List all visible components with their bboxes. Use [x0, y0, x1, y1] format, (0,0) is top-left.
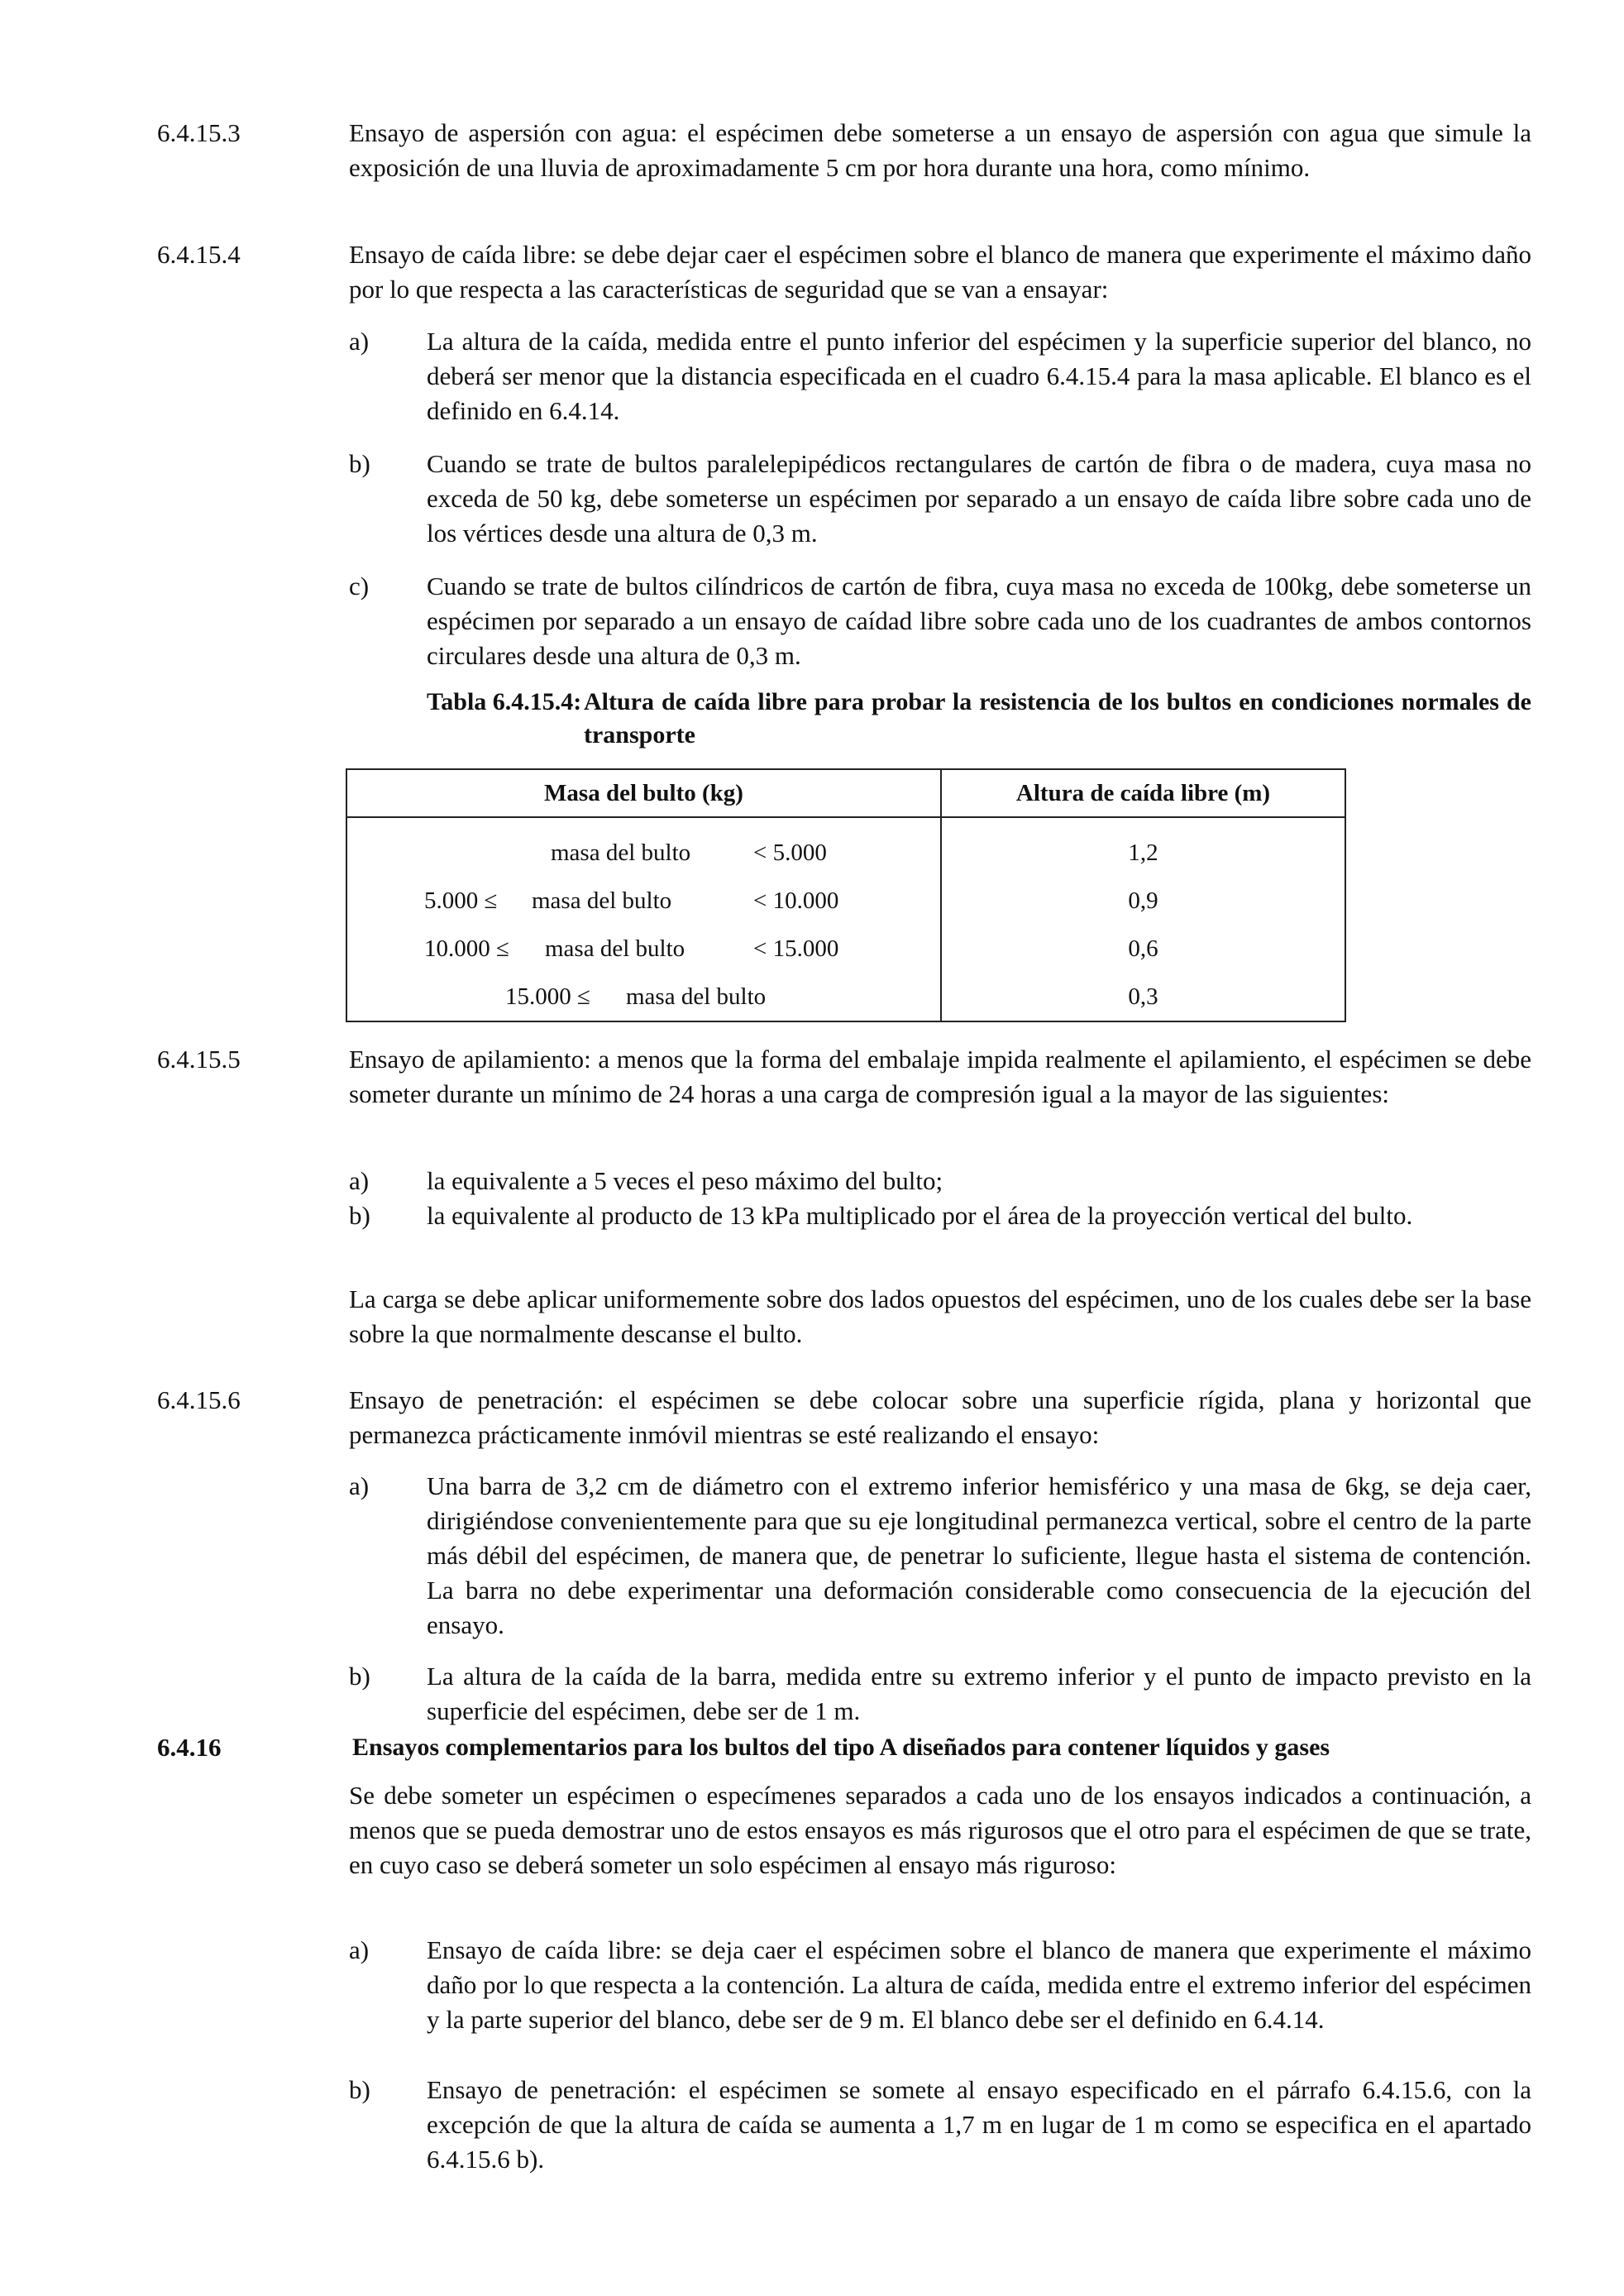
list-text: la equivalente a 5 veces el peso máximo del bulto;	[427, 1166, 943, 1195]
list-label: a)	[349, 327, 370, 356]
mass-upper: < 5.000	[753, 839, 827, 866]
mass-cell	[346, 925, 941, 973]
paragraph: Ensayo de aspersión con agua: el espécimen debe someterse a un ensayo de aspersión con agua que simule la exposición de una lluvia de aproximadamente 5 cm por hora durante una hora, como mínimo.	[349, 118, 1531, 182]
paragraph: La carga se debe aplicar uniformemente sobre dos lados opuestos del espécimen, uno de los cuales debe ser la base sobre la que normalmente descanse el bulto.	[349, 1284, 1531, 1348]
mass-cell	[346, 877, 941, 925]
mass-lower: 15.000 ≤	[505, 983, 590, 1010]
list-label: b)	[349, 1662, 370, 1691]
height-cell: 1,2	[941, 817, 1345, 877]
paragraph: Ensayo de apilamiento: a menos que la forma del embalaje impida realmente el apilamiento, el espécimen se debe someter durante un mínimo de 24 horas a una carga de compresión igual a la mayor de las siguientes:	[349, 1045, 1531, 1108]
drop-height-table	[346, 768, 1346, 1022]
table-header-row	[346, 769, 1345, 817]
table-row	[346, 925, 1345, 973]
mass-upper: < 10.000	[753, 887, 839, 914]
list-text: Cuando se trate de bultos cilíndricos de cartón de fibra, cuya masa no exceda de 100kg, debe someterse un espécimen por separado a un ensayo de caídad libre sobre cada uno de los cuadrantes de ambos contornos circulares desde una altura de 0,3 m.	[427, 572, 1531, 670]
mass-label: masa del bulto	[626, 983, 767, 1010]
table-row	[346, 817, 1345, 877]
list-label: b)	[349, 1201, 370, 1230]
list-text: Una barra de 3,2 cm de diámetro con el extremo inferior hemisférico y una masa de 6kg, se deja caer, dirigiéndose convenientemente para que su eje longitudinal permanezca vertical, sobre el centro de la parte más débil del espécimen, de manera que, de penetrar lo suficiente, llegue hasta el sistema de contención. La barra no debe experimentar una deformación considerable como consecuencia de la ejecución del ensayo.	[427, 1471, 1531, 1639]
mass-lower: 5.000 ≤	[424, 887, 498, 914]
list-label: a)	[349, 1166, 370, 1195]
mass-upper: < 15.000	[753, 935, 839, 962]
paragraph: Se debe someter un espécimen o especímenes separados a cada uno de los ensayos indicados a continuación, a menos que se pueda demostrar uno de estos ensayos es más rigurosos que el otro para el espécimen de que se trate, en cuyo caso se deberá someter un solo espécimen al ensayo más riguroso:	[349, 1781, 1531, 1879]
list-label: a)	[349, 1935, 370, 1964]
table-header-cell: Altura de caída libre (m)	[941, 769, 1345, 817]
mass-cell	[346, 817, 941, 877]
mass-label: masa del bulto	[532, 887, 672, 914]
section-number: 6.4.16	[157, 1733, 222, 1762]
height-cell: 0,9	[941, 877, 1345, 925]
list-text: La altura de la caída, medida entre el punto inferior del espécimen y la superficie superior del blanco, no deberá ser menor que la distancia especificada en el cuadro 6.4.15.4 para la masa aplicable. El blanco es el definido en 6.4.14.	[427, 327, 1531, 425]
list-text: Cuando se trate de bultos paralelepipédicos rectangulares de cartón de fibra o de madera, cuya masa no exceda de 50 kg, debe someterse un espécimen por separado a un ensayo de caída libre sobre cada uno de los vértices desde una altura de 0,3 m.	[427, 449, 1531, 548]
table-caption-label: Tabla 6.4.15.4:	[427, 688, 582, 715]
list-label: a)	[349, 1471, 370, 1500]
table-caption-text: Altura de caída libre para probar la resistencia de los bultos en condiciones normales de transporte	[584, 688, 1531, 749]
list-text: la equivalente al producto de 13 kPa multiplicado por el área de la proyección vertical del bulto.	[427, 1201, 1413, 1230]
list-text: Ensayo de caída libre: se deja caer el espécimen sobre el blanco de manera que experimente el máximo daño por lo que respecta a la contención. La altura de caída, medida entre el extremo inferior del espécimen y la parte superior del blanco, debe ser de 9 m. El blanco debe ser el definido en 6.4.14.	[427, 1935, 1531, 2034]
height-cell: 0,3	[941, 973, 1345, 1021]
list-label: b)	[349, 2075, 370, 2104]
mass-cell	[346, 973, 941, 1021]
paragraph: Ensayo de caída libre: se debe dejar caer el espécimen sobre el blanco de manera que experimente el máximo daño por lo que respecta a las características de seguridad que se van a ensayar:	[349, 240, 1531, 304]
height-cell: 0,6	[941, 925, 1345, 973]
table-row	[346, 877, 1345, 925]
list-text: La altura de la caída de la barra, medida entre su extremo inferior y el punto de impacto previsto en la superficie del espécimen, debe ser de 1 m.	[427, 1662, 1531, 1725]
section-number: 6.4.15.4	[157, 240, 241, 269]
table-header-cell: Masa del bulto (kg)	[346, 769, 941, 817]
paragraph: Ensayo de penetración: el espécimen se debe colocar sobre una superficie rígida, plana y horizontal que permanezca prácticamente inmóvil mientras se esté realizando el ensayo:	[349, 1385, 1531, 1449]
mass-label: masa del bulto	[545, 935, 685, 962]
list-label: b)	[349, 449, 370, 478]
list-text: Ensayo de penetración: el espécimen se somete al ensayo especificado en el párrafo 6.4.15.6, con la excepción de que la altura de caída se aumenta a 1,7 m en lugar de 1 m como se especifica en el apartado 6.4.15.6 b).	[427, 2075, 1531, 2174]
section-number: 6.4.15.5	[157, 1045, 241, 1074]
section-number: 6.4.15.6	[157, 1385, 241, 1414]
mass-label: masa del bulto	[551, 839, 691, 866]
table-row	[346, 973, 1345, 1021]
mass-lower: 10.000 ≤	[424, 935, 509, 962]
list-label: c)	[349, 572, 370, 600]
section-number: 6.4.15.3	[157, 118, 241, 147]
section-title: Ensayos complementarios para los bultos del tipo A diseñados para contener líquidos y gases	[352, 1734, 1330, 1761]
